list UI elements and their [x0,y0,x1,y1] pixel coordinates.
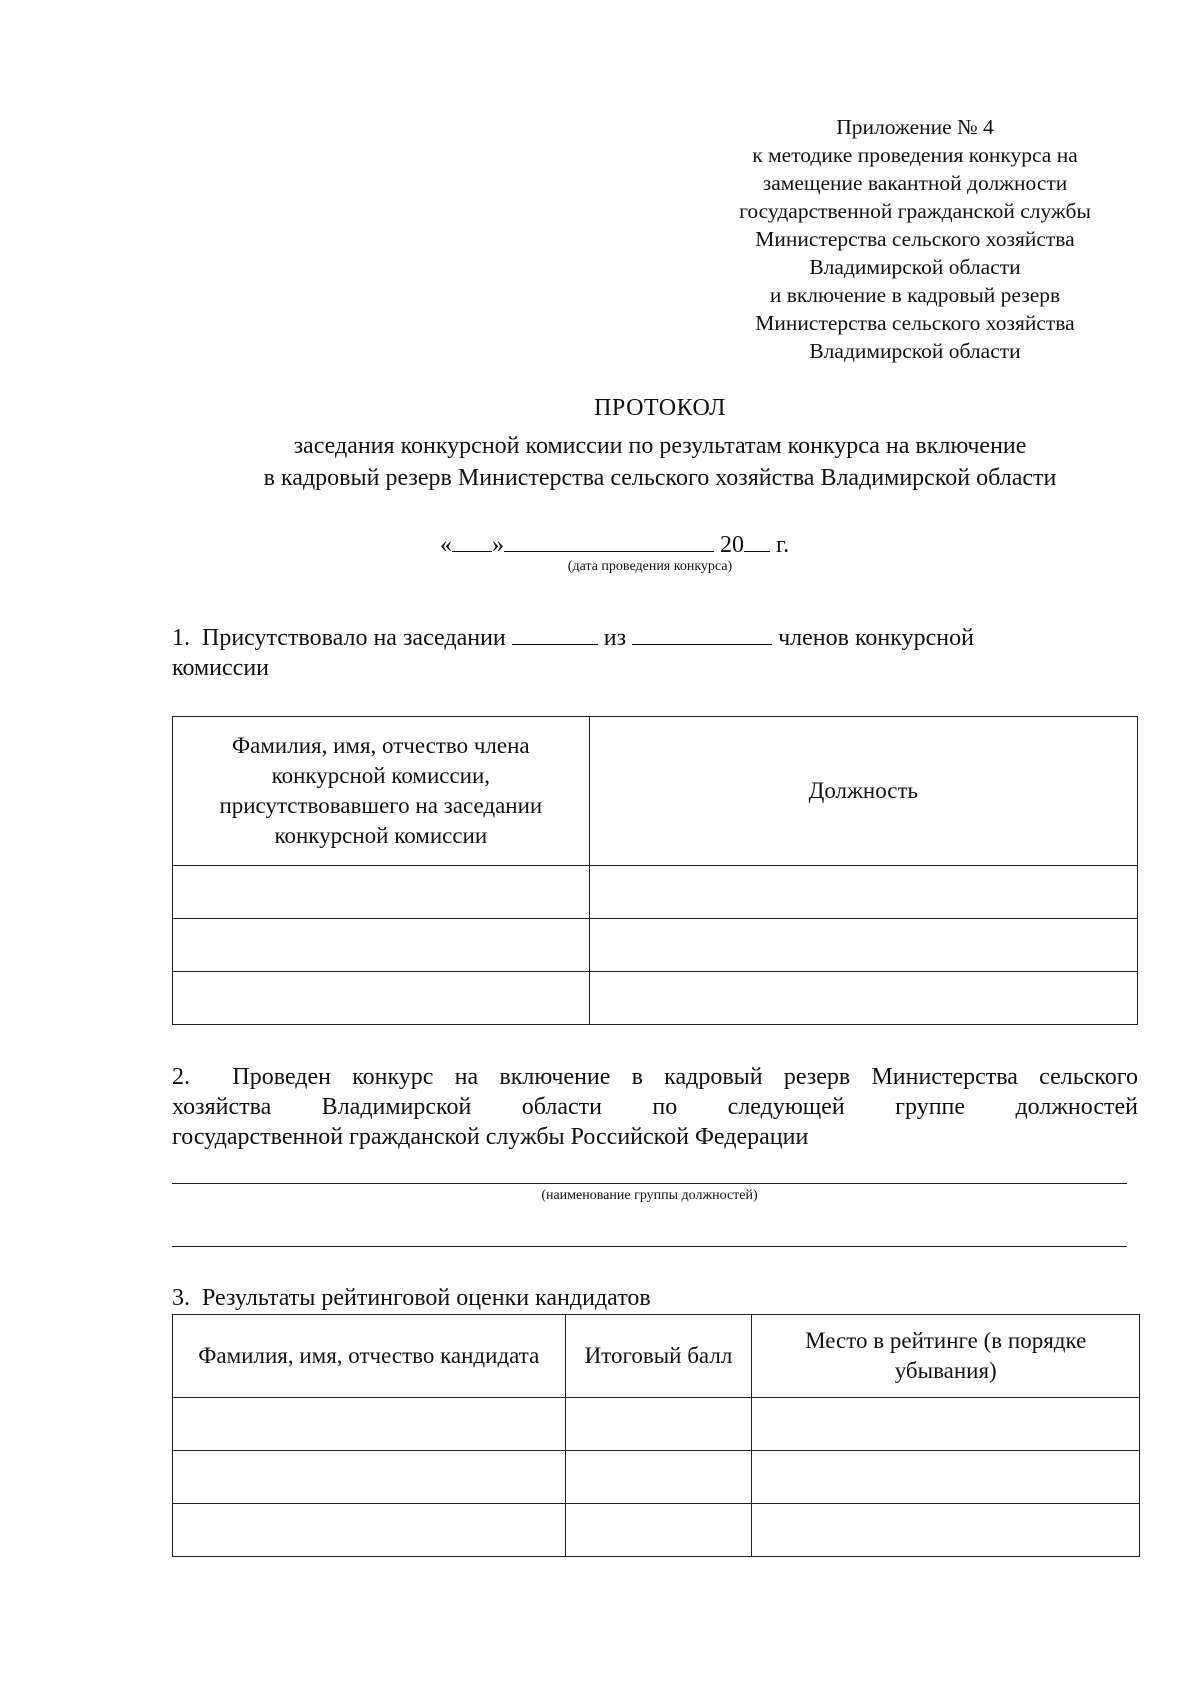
total-members-blank[interactable] [632,622,772,645]
date-close-quote: » [492,532,504,558]
position-group-line-2[interactable] [172,1246,1127,1247]
month-blank[interactable] [504,527,714,552]
appendix-line: Министерства сельского хозяйства [755,311,1075,335]
table-cell[interactable] [565,1398,752,1451]
year-prefix: 20 [720,532,744,558]
appendix-line: Владимирской области [809,255,1021,279]
column-header-member-name: Фамилия, имя, отчество члена конкурсной комиссии, присутствовавшего на заседании конкурсной комиссии [173,717,590,866]
table-cell[interactable] [589,866,1137,919]
table-cell[interactable] [752,1504,1140,1557]
appendix-line: и включение в кадровый резерв [769,283,1061,307]
table-cell[interactable] [173,866,590,919]
table-cell[interactable] [173,1398,566,1451]
item-3 [172,1285,651,1312]
item-1-text: Присутствовало на заседании [202,625,506,651]
table-cell[interactable] [173,1451,566,1504]
table-row [173,1451,1140,1504]
year-blank[interactable] [744,527,770,552]
appendix-line: замещение вакантной должности [762,171,1068,195]
document-subtitle [160,430,1160,494]
item-1-number: 1. [172,625,190,651]
commission-members-table [172,716,1138,1025]
subtitle-line: в кадровый резерв Министерства сельского хозяйства Владимирской области [263,465,1057,491]
day-blank[interactable] [452,527,492,552]
table-row [173,1398,1140,1451]
table-row [173,919,1138,972]
table-cell[interactable] [173,1504,566,1557]
item-2-number: 2. [172,1064,190,1090]
column-header-position: Должность [589,717,1137,866]
document-title: ПРОТОКОЛ [594,395,726,421]
appendix-line: к методике проведения конкурса на [752,143,1078,167]
table-cell[interactable] [752,1398,1140,1451]
candidate-rating-table [172,1314,1140,1557]
appendix-line: государственной гражданской службы [739,199,1091,223]
date-line [440,527,789,559]
position-group-line[interactable] [172,1183,1127,1184]
item-1-text-end: членов конкурсной [778,625,974,651]
column-header-candidate-name: Фамилия, имя, отчество кандидата [173,1315,566,1398]
position-group-caption: (наименование группы должностей) [541,1188,758,1203]
year-suffix: г. [776,532,790,558]
appendix-line: Владимирской области [809,339,1021,363]
item-2-line: государственной гражданской службы Российской Федерации [172,1124,809,1150]
item-3-number: 3. [172,1285,190,1311]
item-1-from: из [603,625,627,651]
present-count-blank[interactable] [512,622,598,645]
table-cell[interactable] [589,972,1137,1025]
table-row [173,1504,1140,1557]
item-2 [172,1062,1138,1152]
item-1 [172,622,1132,683]
item-3-text: Результаты рейтинговой оценки кандидатов [202,1285,651,1311]
table-cell[interactable] [173,972,590,1025]
column-header-rating-place: Место в рейтинге (в порядке убывания) [752,1315,1140,1398]
table-cell[interactable] [589,919,1137,972]
appendix-line: Приложение № 4 [836,115,994,139]
appendix-line: Министерства сельского хозяйства [755,227,1075,251]
table-cell[interactable] [565,1451,752,1504]
table-cell[interactable] [565,1504,752,1557]
date-caption: (дата проведения конкурса) [567,559,733,574]
item-2-line: хозяйства Владимирской области по следующей группе должностей [172,1094,1138,1120]
table-cell[interactable] [173,919,590,972]
item-1-line2: комиссии [172,655,270,681]
table-row [173,866,1138,919]
table-row [173,972,1138,1025]
item-2-line: Проведен конкурс на включение в кадровый резерв Министерства сельского [232,1064,1138,1090]
appendix-note [690,113,1140,365]
subtitle-line: заседания конкурсной комиссии по результатам конкурса на включение [293,433,1027,459]
column-header-total-score: Итоговый балл [565,1315,752,1398]
table-cell[interactable] [752,1451,1140,1504]
date-open-quote: « [440,532,452,558]
